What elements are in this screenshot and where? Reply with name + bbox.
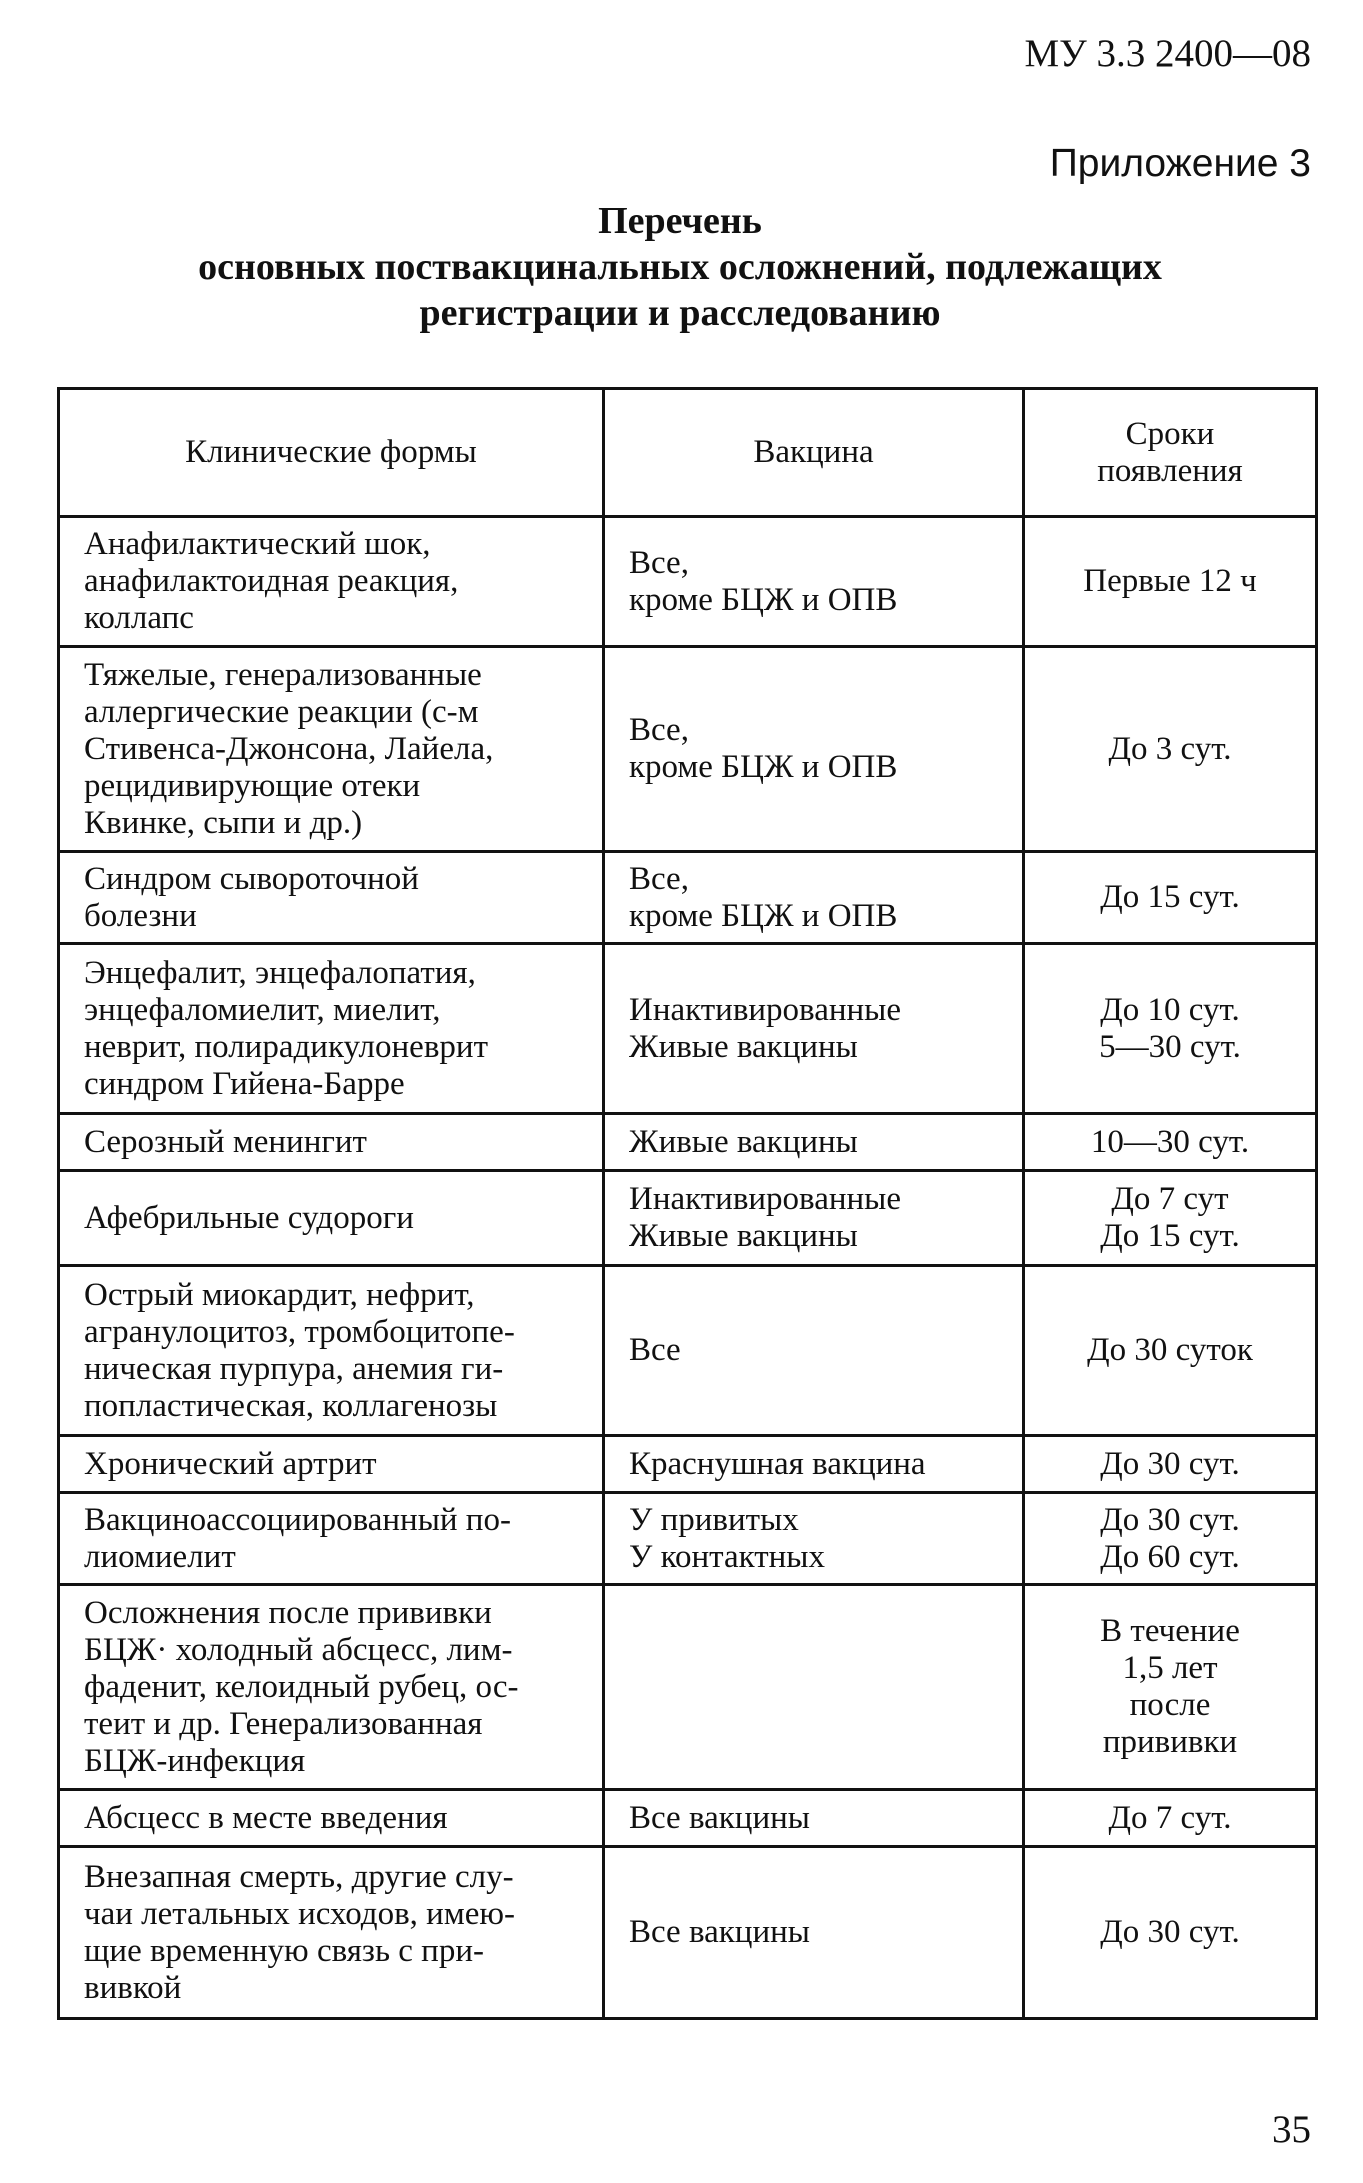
clinical-form-cell [59, 944, 604, 1114]
clinical-form-cell [59, 1171, 604, 1266]
vaccine-cell [604, 1266, 1024, 1436]
clinical-form-cell [59, 517, 604, 647]
clinical-form-cell-line: ническая пурпура, анемия ги- [84, 1350, 504, 1387]
clinical-form-cell-line: Вакциноассоциированный по- [84, 1501, 511, 1538]
clinical-form-cell-line: БЦЖ-инфекция [84, 1742, 306, 1779]
vaccine-cell-line: кроме БЦЖ и ОПВ [629, 749, 898, 785]
table-header-row [59, 389, 1317, 517]
column-header-clinical-forms: Клинические формы [59, 389, 604, 517]
clinical-form-cell [59, 1790, 604, 1847]
onset-time-cell [1024, 1585, 1317, 1790]
onset-time-cell [1024, 1266, 1317, 1436]
onset-time-cell-line: 1,5 лет [1122, 1650, 1218, 1686]
vaccine-cell-line: У привитых [629, 1501, 799, 1538]
onset-time-cell-line: 5—30 сут. [1099, 1028, 1241, 1065]
clinical-form-cell-line: Хронический артрит [84, 1445, 377, 1482]
vaccine-cell [604, 1493, 1024, 1585]
clinical-form-cell-line: лиомиелит [84, 1538, 236, 1575]
title-line-3: регистрации и расследованию [419, 292, 941, 334]
vaccine-cell-line: Все [629, 1332, 681, 1368]
vaccine-cell [604, 1790, 1024, 1847]
table-row [59, 1585, 1317, 1790]
clinical-form-cell-line: Афебрильные судороги [84, 1199, 414, 1236]
document-code: МУ 3.3 2400—08 [1024, 32, 1311, 75]
table-row [59, 1847, 1317, 2019]
table-row [59, 1436, 1317, 1493]
vaccine-cell-line: Все, [629, 712, 689, 748]
clinical-form-cell-line: болезни [84, 897, 197, 934]
onset-time-cell-line: До 10 сут. [1100, 991, 1240, 1028]
onset-time-cell [1024, 1493, 1317, 1585]
clinical-form-cell-line: Анафилактический шок, [84, 526, 431, 562]
onset-time-cell-line: До 15 сут. [1100, 879, 1240, 915]
onset-time-cell-line: До 7 сут. [1108, 1799, 1232, 1836]
onset-time-cell [1024, 1114, 1317, 1171]
clinical-form-cell-line: БЦЖ· холодный абсцесс, лим- [84, 1631, 513, 1668]
table-row [59, 1790, 1317, 1847]
vaccine-cell-line: Краснушная вакцина [629, 1445, 926, 1482]
onset-time-cell-line: До 30 сут. [1100, 1501, 1240, 1538]
onset-time-cell-line: До 60 сут. [1100, 1538, 1240, 1575]
clinical-form-cell-line: Серозный менингит [84, 1123, 367, 1160]
clinical-form-cell [59, 647, 604, 852]
column-header-onset-time-text [1035, 416, 1305, 490]
clinical-form-cell-line: чаи летальных исходов, имею- [84, 1895, 515, 1932]
onset-time-cell-line: До 3 сут. [1108, 730, 1232, 767]
clinical-form-cell-line: Энцефалит, энцефалопатия, [84, 954, 476, 991]
table-row [59, 1114, 1317, 1171]
clinical-form-cell-line: щие временную связь с при- [84, 1932, 484, 1969]
onset-time-cell-line: До 7 сут [1111, 1181, 1229, 1217]
vaccine-cell-line: У контактных [629, 1538, 825, 1575]
clinical-form-cell-line: теит и др. Генерализованная [84, 1705, 483, 1742]
onset-time-cell [1024, 944, 1317, 1114]
clinical-form-cell-line: рецидивирующие отеки [84, 767, 421, 804]
vaccine-cell-line: Инактивированные [629, 991, 901, 1028]
clinical-form-cell [59, 852, 604, 944]
onset-time-cell-line: Первые 12 ч [1083, 563, 1257, 599]
clinical-form-cell-line: Стивенса-Джонсона, Лайела, [84, 730, 494, 767]
clinical-form-cell [59, 1436, 604, 1493]
vaccine-cell [604, 1114, 1024, 1171]
onset-time-cell-line: До 30 сут. [1100, 1914, 1240, 1950]
onset-time-cell [1024, 647, 1317, 852]
vaccine-cell [604, 517, 1024, 647]
clinical-form-cell [59, 1266, 604, 1436]
vaccine-cell [604, 1436, 1024, 1493]
clinical-form-cell [59, 1114, 604, 1171]
clinical-form-cell-line: агранулоцитоз, тромбоцитопе- [84, 1313, 515, 1350]
vaccine-cell [604, 1847, 1024, 2019]
vaccine-cell-line: Все, [629, 860, 689, 897]
appendix-label: Приложение 3 [1049, 142, 1311, 185]
onset-time-cell [1024, 1790, 1317, 1847]
clinical-form-cell-line: вивкой [84, 1969, 182, 2006]
clinical-form-cell-line: попластическая, коллагенозы [84, 1387, 498, 1424]
clinical-form-cell-line: аллергические реакции (с-м [84, 693, 479, 730]
column-header-onset-time [1024, 389, 1317, 517]
onset-time-cell-line: До 15 сут. [1100, 1218, 1240, 1254]
onset-time-cell [1024, 1436, 1317, 1493]
vaccine-cell [604, 852, 1024, 944]
clinical-form-cell-line: энцефаломиелит, миелит, [84, 991, 441, 1028]
onset-time-cell-line: 10—30 сут. [1090, 1123, 1250, 1160]
vaccine-cell [604, 1585, 1024, 1790]
clinical-form-cell-line: Осложнения после прививки [84, 1594, 492, 1631]
onset-time-cell-line: До 30 сут. [1100, 1445, 1240, 1482]
vaccine-cell-line: кроме БЦЖ и ОПВ [629, 581, 898, 618]
clinical-form-cell-line: Внезапная смерть, другие слу- [84, 1858, 514, 1895]
vaccine-cell [604, 1171, 1024, 1266]
clinical-form-cell [59, 1585, 604, 1790]
table-row [59, 517, 1317, 647]
onset-time-cell-line: после [1129, 1687, 1211, 1723]
vaccine-cell-line: Все, [629, 544, 689, 581]
onset-time-cell-line: В течение [1100, 1613, 1240, 1649]
clinical-form-cell-line: Синдром сывороточной [84, 860, 419, 897]
clinical-form-cell [59, 1847, 604, 2019]
table-row [59, 944, 1317, 1114]
column-header-vaccine: Вакцина [604, 389, 1024, 517]
vaccine-cell-line: Все вакцины [629, 1799, 810, 1836]
onset-time-cell-line: прививки [1102, 1724, 1238, 1760]
vaccine-cell [604, 944, 1024, 1114]
clinical-form-cell-line: Острый миокардит, нефрит, [84, 1276, 475, 1313]
table-row [59, 1171, 1317, 1266]
page-number: 35 [1272, 2108, 1311, 2151]
table-row [59, 852, 1317, 944]
vaccine-cell-line: Живые вакцины [629, 1123, 858, 1160]
clinical-form-cell-line: Абсцесс в месте введения [84, 1799, 448, 1836]
clinical-form-cell-line: Тяжелые, генерализованные [84, 656, 482, 693]
clinical-form-cell [59, 1493, 604, 1585]
onset-time-cell [1024, 1847, 1317, 2019]
clinical-form-cell-line: Квинке, сыпи и др.) [84, 804, 363, 841]
clinical-form-cell-line: неврит, полирадикулоневрит [84, 1028, 488, 1065]
onset-time-cell-line: До 30 суток [1087, 1332, 1253, 1368]
clinical-form-cell-line: коллапс [84, 600, 194, 636]
title-line-1: Перечень [598, 200, 762, 242]
title-line-2: основных поствакцинальных осложнений, подлежащих [198, 246, 1162, 288]
onset-time-cell [1024, 852, 1317, 944]
column-header-onset-time-word: появления [1097, 452, 1243, 489]
vaccine-cell-line: кроме БЦЖ и ОПВ [629, 897, 898, 934]
vaccine-cell-line: Живые вакцины [629, 1218, 858, 1254]
table-body [59, 517, 1317, 2019]
vaccine-cell-line: Все вакцины [629, 1914, 810, 1950]
clinical-form-cell-line: фаденит, келоидный рубец, ос- [84, 1668, 519, 1705]
clinical-form-cell-line: анафилактоидная реакция, [84, 563, 459, 599]
vaccine-cell [604, 647, 1024, 852]
clinical-form-cell-line: синдром Гийена-Барре [84, 1065, 405, 1102]
onset-time-cell [1024, 517, 1317, 647]
onset-time-cell [1024, 1171, 1317, 1266]
vaccine-cell-line: Инактивированные [629, 1181, 901, 1217]
vaccine-cell-line: Живые вакцины [629, 1028, 858, 1065]
table-row [59, 1266, 1317, 1436]
column-header-onset-time-word: Сроки [1125, 415, 1215, 452]
complications-table [57, 387, 1318, 2020]
table-row [59, 647, 1317, 852]
table-row [59, 1493, 1317, 1585]
